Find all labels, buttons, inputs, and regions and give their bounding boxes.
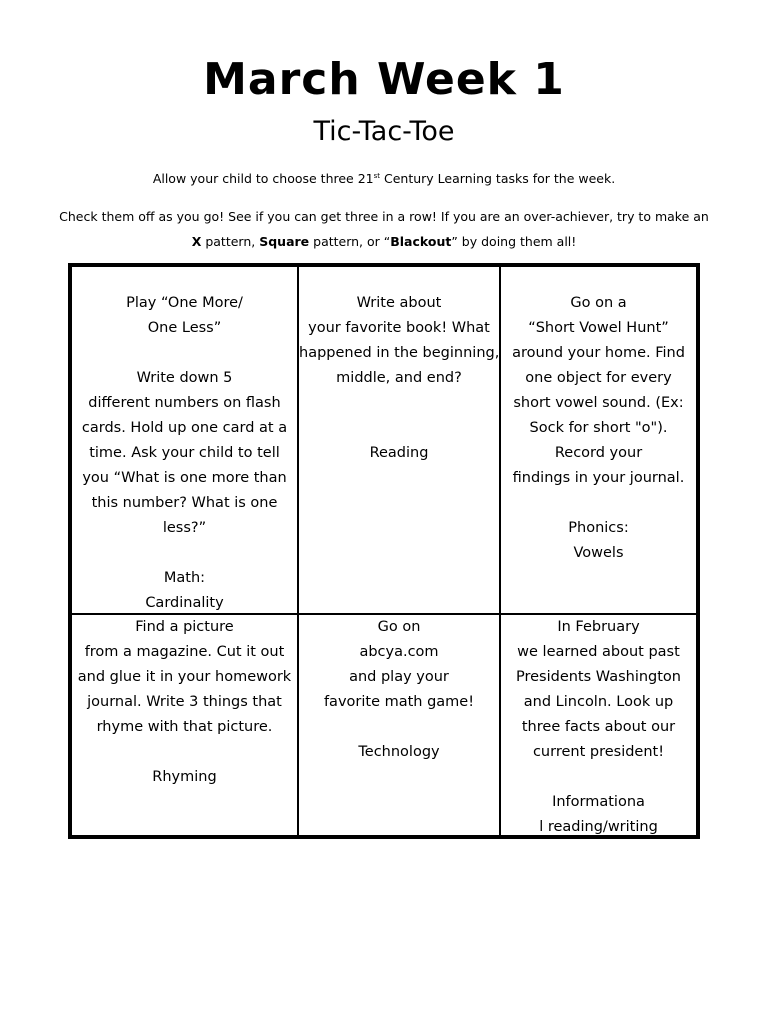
task-text-line: happened in the beginning, [299, 345, 500, 361]
task-text-line: Phonics: [568, 520, 629, 536]
task-text-line: Write down 5 [136, 370, 233, 386]
task-text-line: cards. Hold up one card at a [81, 420, 288, 436]
task-text-line: Record your [554, 445, 643, 461]
task-text-line: from a magazine. Cut it out [84, 644, 285, 660]
line-gap [299, 715, 499, 740]
task-text-line: “Short Vowel Hunt” [528, 320, 669, 336]
task-cell-technology [298, 614, 500, 836]
task-cell-rhyming [71, 614, 298, 836]
task-text-line: your favorite book! What [308, 320, 490, 336]
line-gap [299, 416, 499, 441]
task-text-line: Play “One More/ [126, 295, 243, 311]
instructions-text-b: Century Learning tasks for the week. [380, 171, 616, 186]
task-text-line: Write about [356, 295, 442, 311]
task-text-line: three facts about our [521, 719, 676, 735]
task-text-line: Presidents Washington [515, 669, 681, 685]
task-text-line: and play your [349, 669, 449, 685]
line-gap [501, 765, 696, 790]
task-text-line: middle, and end? [336, 370, 462, 386]
task-text-line: journal. Write 3 things that [87, 694, 282, 710]
task-text-line: Reading [369, 445, 429, 461]
task-text-line: Cardinality [145, 595, 224, 611]
instructions-text-d: pattern, [201, 234, 260, 249]
task-cell-phonics [500, 266, 697, 614]
line-gap [72, 341, 297, 366]
instructions-text-a: Allow your child to choose three 21 [152, 171, 374, 186]
instructions-line-1 [0, 170, 768, 188]
task-text-line: rhyme with that picture. [96, 719, 273, 735]
task-text-line: short vowel sound. (Ex: [513, 395, 684, 411]
line-gap [299, 391, 499, 416]
line-gap [72, 740, 297, 765]
task-text-line: you “What is one more than [82, 470, 287, 486]
page-subtitle: Tic-Tac-Toe [313, 116, 455, 147]
task-text-line: Find a picture [135, 619, 234, 635]
task-text-line: l reading/writing [539, 819, 658, 835]
task-text-line: favorite math game! [323, 694, 475, 710]
task-text-line: and Lincoln. Look up [523, 694, 674, 710]
task-cell-math [71, 266, 298, 614]
tic-tac-toe-grid [68, 263, 700, 839]
x-pattern-label: X [191, 234, 202, 249]
task-cell-informational [500, 614, 697, 836]
task-text-line: Go on [377, 619, 421, 635]
instructions-line-2 [24, 204, 744, 254]
task-text-line: different numbers on flash [88, 395, 281, 411]
task-text-line: findings in your journal. [512, 470, 685, 486]
task-text-line: Informationa [552, 794, 645, 810]
task-text-line: around your home. Find [512, 345, 685, 361]
task-text-line: In February [557, 619, 640, 635]
task-text-line: this number? What is one [91, 495, 278, 511]
task-text-line: time. Ask your child to tell [89, 445, 280, 461]
ordinal-suffix: st [373, 171, 381, 180]
task-text-line: One Less” [147, 320, 222, 336]
task-text-line: one object for every [525, 370, 672, 386]
task-text-line: current president! [532, 744, 665, 760]
instructions-text-e: pattern, or “ [309, 234, 391, 249]
task-text-line: Rhyming [152, 769, 217, 785]
task-text-line: and glue it in your homework [77, 669, 292, 685]
task-text-line: Go on a [570, 295, 627, 311]
task-text-line: we learned about past [517, 644, 680, 660]
task-text-line: Vowels [573, 545, 624, 561]
task-text-line: Technology [358, 744, 440, 760]
blackout-label: Blackout [390, 234, 452, 249]
task-text-line: Math: [163, 570, 206, 586]
instructions-text-c: Check them off as you go! See if you can get three in a row! If you are an over-achiever, try to make an [59, 209, 709, 224]
instructions-text-f: ” by doing them all! [451, 234, 577, 249]
line-gap [72, 541, 297, 566]
task-text-line: less?” [162, 520, 207, 536]
line-gap [501, 491, 696, 516]
task-text-line: Sock for short "o"). [529, 420, 668, 436]
task-cell-reading [298, 266, 500, 614]
task-text-line: abcya.com [359, 644, 439, 660]
square-pattern-label: Square [259, 234, 310, 249]
page-title: March Week 1 [203, 54, 565, 105]
